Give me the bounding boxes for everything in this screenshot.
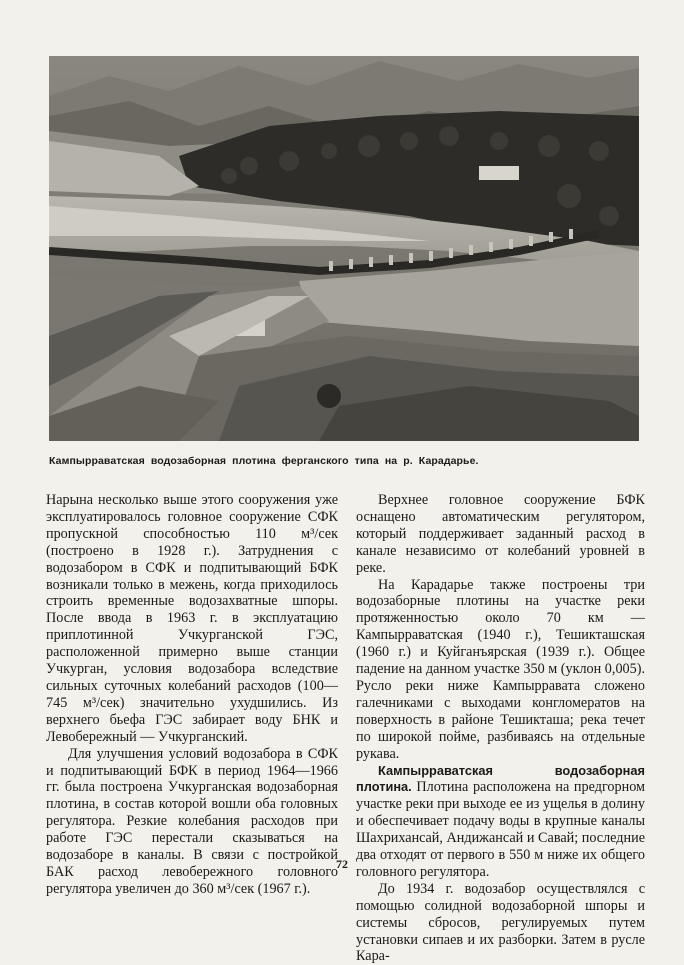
paragraph: Для улучшения условий водозабора в СФК и подпитывающий БФК в период 1964—1966 гг. была построена Учкурганская водозаборная плотина, в состав которой вошли оба головных регулятора. Резкие колебания расходов при работе ГЭС перестали сказываться на водозаборе в каналы. В связи с постройкой БАК расход левобережного головного регулятора увеличен до 360 м³/сек (1967 г.). (46, 745, 338, 897)
left-column (46, 492, 338, 898)
paragraph: До 1934 г. водозабор осуществлялся с помощью солидной водозаборной шпоры и системы сбросов, регулируемых путем установки сипаев и их разборки. Затем в русле Кара- (356, 880, 645, 965)
dam-aerial-image (49, 56, 639, 441)
paragraph-text: Плотина расположена на предгорном участке реки при выходе ее из ущелья в долину и обеспечивает подачу воды в крупные каналы Шахриханcай, Андижансай и Савай; последние два отходят от первого в 550 м ниже их общего головного регулятора. (356, 779, 645, 880)
paragraph: На Карадарье также построены три водозаборные плотины на участке реки протяженностью около 70 км — Кампырраватская (1940 г.), Тешикташская (1960 г.) и Куйганъярская (1939 г.). Общее падение на данном участке 350 м (уклон 0,005). Русло реки ниже Кампырравата сложено галечниками с выходами конгломератов на поверхность в районе Тешикташа; река течет по широкой пойме, разбиваясь на отдельные рукава. (356, 576, 645, 762)
page-number: 72 (336, 857, 348, 871)
right-column (356, 492, 645, 965)
figure-caption: Кампырраватская водозаборная плотина ферганского типа на р. Карадарье. (49, 455, 479, 467)
section-heading: Кампырраватская водозаборная плотина. (356, 762, 645, 795)
paragraph: Верхнее головное сооружение БФК оснащено автоматическим регулятором, который поддерживает заданный расход в канале независимо от колебаний уровней в реке. (356, 492, 645, 576)
dam-photograph (49, 56, 639, 441)
paragraph: Нарына несколько выше этого сооружения уже эксплуатировалось головное сооружение СФК пропускной способностью 110 м³/сек (построено в 1928 г.). Затруднения с водозабором в СФК и подпитывающий БФК возникали только в межень, когда приходилось строить временные водозахватные шпоры. После ввода в 1963 г. в эксплуатацию приплотинной Учкурганской ГЭС, расположенной примерно выше станции Учкурган, условия водозабора вследствие сильных суточных колебаний расходов (100—745 м³/сек) значительно ухудшились. Из верхнего бьефа ГЭС забирает воду БНК и Левобережный — Учкурганский. (46, 492, 338, 745)
